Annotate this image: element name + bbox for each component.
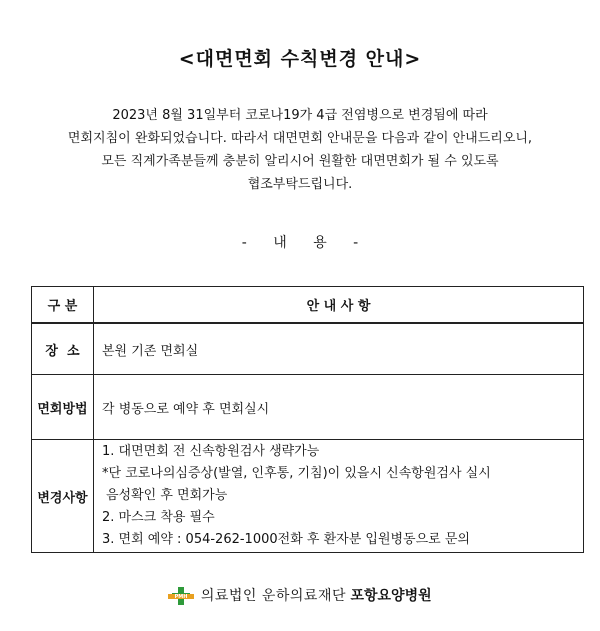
table-row <box>32 375 584 440</box>
svg-text:PMH: PMH <box>174 594 188 601</box>
change-item: 음성확인 후 면회가능 <box>106 488 228 503</box>
row-content-method: 각 병동으로 예약 후 면회실시 <box>94 375 584 440</box>
change-item: 1. 대면면회 전 신속항원검사 생략가능 <box>102 444 320 459</box>
row-label-place: 장 소 <box>32 323 94 375</box>
hospital-name: 포항요양병원 <box>350 588 432 604</box>
intro-line: 모든 직계가족분들께 충분히 알리시어 원활한 대면면회가 될 수 있도록 <box>101 154 499 169</box>
table-header-row <box>32 287 584 324</box>
footer <box>0 585 600 605</box>
intro-line: 면회지침이 완화되었습니다. 따라서 대면면회 안내문을 다음과 같이 안내드리오니, <box>67 131 533 146</box>
row-label-change: 변경사항 <box>32 440 94 553</box>
change-item: 3. 면회 예약 : 054-262-1000전화 후 환자분 입원병동으로 문의 <box>102 532 470 547</box>
header-category: 구 분 <box>32 287 94 324</box>
row-content-place: 본원 기존 면회실 <box>94 323 584 375</box>
hospital-logo-icon <box>168 587 194 605</box>
page-title: <대면면회 수칙변경 안내> <box>178 48 422 70</box>
row-label-method: 면회방법 <box>32 375 94 440</box>
section-heading-text: - 내 용 - <box>241 235 359 251</box>
intro-line: 협조부탁드립니다. <box>247 177 353 192</box>
header-details: 안 내 사 항 <box>94 287 584 324</box>
change-item: *단 코로나의심증상(발열, 인후통, 기침)이 있을시 신속항원검사 실시 <box>102 466 491 481</box>
table-row <box>32 440 584 553</box>
notice-table <box>31 286 584 553</box>
intro-line: 2023년 8월 31일부터 코로나19가 4급 전염병으로 변경됨에 따라 <box>112 108 488 123</box>
table-row <box>32 323 584 375</box>
foundation-name: 의료법인 운하의료재단 <box>200 588 347 604</box>
intro-text <box>20 104 580 196</box>
section-heading <box>0 232 600 252</box>
change-item: 2. 마스크 착용 필수 <box>102 510 215 525</box>
row-content-change <box>94 440 584 553</box>
